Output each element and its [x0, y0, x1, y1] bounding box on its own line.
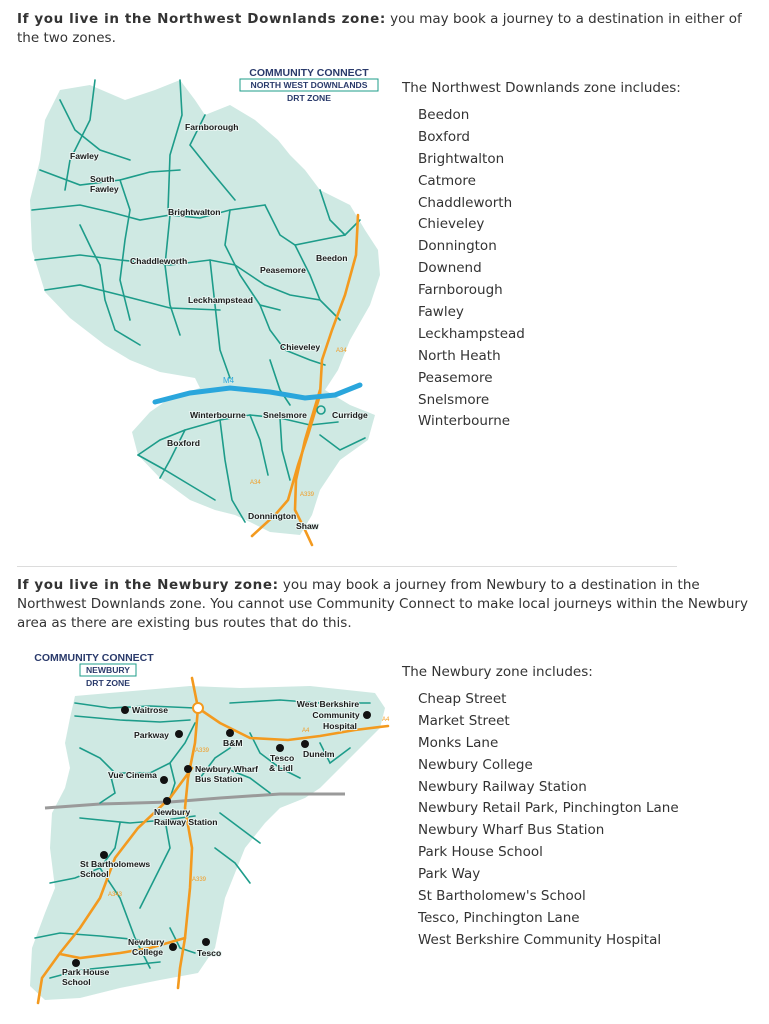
place-item: West Berkshire Community Hospital — [418, 931, 662, 948]
label-parkway: Parkway — [134, 730, 169, 740]
roundabout-icon — [193, 703, 203, 713]
tesco-lidl-dot-icon — [276, 744, 284, 752]
place-item: Winterbourne — [418, 413, 511, 430]
label-a339: A339 — [300, 492, 315, 498]
label-a34-south: A34 — [250, 480, 261, 486]
place-item: Chieveley — [418, 216, 485, 233]
waitrose-dot-icon — [121, 706, 129, 714]
parkway-dot-icon — [175, 730, 183, 738]
place-item: Monks Lane — [418, 734, 499, 751]
label-snelsmore: Snelsmore — [263, 410, 307, 420]
label-college-1: Newbury — [128, 937, 165, 947]
label-fawley: Fawley — [70, 151, 99, 161]
northwest-places — [402, 105, 681, 433]
label-tesco-lidl-1: Tesco — [270, 753, 295, 763]
intro-northwest — [17, 10, 757, 48]
label-chieveley: Chieveley — [280, 342, 321, 352]
park-house-dot-icon — [72, 959, 80, 967]
label-wb1: West Berkshire — [296, 699, 360, 709]
label-bm: B&M — [223, 738, 243, 748]
label-a339-south: A339 — [192, 877, 207, 883]
section-divider — [17, 566, 677, 567]
label-wb2: Community — [312, 710, 360, 720]
place-item: Catmore — [418, 172, 476, 189]
label-winterbourne: Winterbourne — [190, 410, 246, 420]
label-wharf-2: Bus Station — [195, 774, 243, 784]
label-south: South — [90, 174, 115, 184]
label-farnborough: Farnborough — [185, 122, 239, 132]
tesco-dot-icon — [202, 938, 210, 946]
intro-newbury — [17, 576, 757, 633]
label-phs-1: Park House — [62, 967, 110, 977]
label-south-fawley: Fawley — [90, 184, 119, 194]
label-chaddleworth: Chaddleworth — [130, 256, 188, 266]
newbury-places — [402, 689, 679, 952]
college-dot-icon — [169, 943, 177, 951]
label-vue: Vue Cinema — [108, 770, 157, 780]
label-phs-2: School — [62, 977, 91, 987]
newbury-zone-list — [402, 664, 679, 952]
label-boxford: Boxford — [167, 438, 200, 448]
label-tesco: Tesco — [197, 948, 222, 958]
wharf-dot-icon — [184, 765, 192, 773]
label-stb-1: St Bartholomews — [80, 859, 151, 869]
place-item: Cheap Street — [418, 691, 507, 707]
northwest-zone-heading: The Northwest Downlands zone includes: — [402, 80, 681, 96]
label-wharf-1: Newbury Wharf — [195, 764, 259, 774]
dunelm-dot-icon — [301, 740, 309, 748]
label-college-2: College — [132, 947, 164, 957]
place-item: St Bartholomew's School — [418, 888, 586, 905]
label-rail-2: Railway Station — [154, 817, 218, 827]
place-item: Leckhampstead — [418, 325, 525, 342]
zone-badge: NEWBURY — [85, 665, 131, 675]
place-item: Boxford — [418, 128, 470, 145]
label-a34-north: A34 — [336, 348, 347, 354]
intro-newbury-bold: If you live in the Newbury zone: — [17, 577, 279, 593]
drt-label: DRT ZONE — [86, 678, 130, 688]
place-item: Newbury Railway Station — [418, 778, 587, 795]
brand-block — [34, 652, 154, 688]
st-bartholomews-dot-icon — [100, 851, 108, 859]
label-m4: M4 — [223, 376, 235, 385]
zone-badge: NORTH WEST DOWNLANDS — [250, 80, 368, 90]
brand-title: COMMUNITY CONNECT — [249, 67, 369, 79]
vue-dot-icon — [160, 776, 168, 784]
label-a4-east: A4 — [382, 717, 390, 723]
place-item: Market Street — [418, 712, 510, 729]
label-rail-1: Newbury — [154, 807, 191, 817]
hospital-dot-icon — [363, 711, 371, 719]
label-leckhampstead: Leckhampstead — [188, 295, 253, 305]
newbury-zone-heading: The Newbury zone includes: — [402, 664, 593, 680]
label-a4: A4 — [302, 728, 310, 734]
label-brightwalton: Brightwalton — [168, 207, 221, 217]
label-curridge: Curridge — [332, 410, 368, 420]
place-item: Newbury Retail Park, Pinchington Lane — [418, 800, 679, 817]
place-item: Beedon — [418, 107, 470, 123]
place-item: Snelsmore — [418, 391, 490, 408]
label-shaw: Shaw — [296, 521, 319, 531]
place-item: Newbury Wharf Bus Station — [418, 822, 605, 839]
railway-station-dot-icon — [163, 797, 171, 805]
brand-title: COMMUNITY CONNECT — [34, 652, 154, 664]
place-item: Tesco, Pinchington Lane — [418, 909, 580, 926]
label-beedon: Beedon — [316, 253, 348, 263]
label-donnington: Donnington — [248, 511, 297, 521]
label-a343: A343 — [108, 892, 123, 898]
bm-dot-icon — [226, 729, 234, 737]
label-dunelm: Dunelm — [303, 749, 335, 759]
label-stb-2: School — [80, 869, 109, 879]
label-wb3: Hospital — [323, 721, 357, 731]
drt-label: DRT ZONE — [287, 93, 331, 103]
label-waitrose: Waitrose — [132, 705, 168, 715]
place-item: Brightwalton — [418, 150, 505, 167]
label-tesco-lidl-2: & Lidl — [269, 763, 293, 773]
place-item: Fawley — [418, 304, 464, 321]
label-a339-north: A339 — [195, 748, 210, 754]
intro-newbury-text: you may book a journey from Newbury to a destination in the Northwest Downlands zone. You cannot use Community Connect to make local journeys within the Newbury area as there are existing bus routes that do this. — [17, 577, 748, 631]
northwest-downlands-map — [20, 60, 380, 550]
northwest-zone-list — [402, 80, 681, 433]
place-item: North Heath — [418, 347, 501, 364]
place-item: Donnington — [418, 238, 497, 255]
brand-block — [240, 67, 378, 103]
intro-northwest-text: you may book a journey to a destination in either of the two zones. — [17, 11, 742, 46]
place-item: Chaddleworth — [418, 194, 513, 211]
place-item: Farnborough — [418, 282, 503, 299]
intro-northwest-bold: If you live in the Northwest Downlands zone: — [17, 11, 386, 27]
label-peasemore: Peasemore — [260, 265, 306, 275]
place-item: Park Way — [418, 866, 481, 883]
place-item: Downend — [418, 260, 482, 277]
place-item: Park House School — [418, 844, 543, 861]
newbury-map — [20, 648, 392, 1020]
place-item: Peasemore — [418, 369, 493, 386]
place-item: Newbury College — [418, 756, 533, 773]
